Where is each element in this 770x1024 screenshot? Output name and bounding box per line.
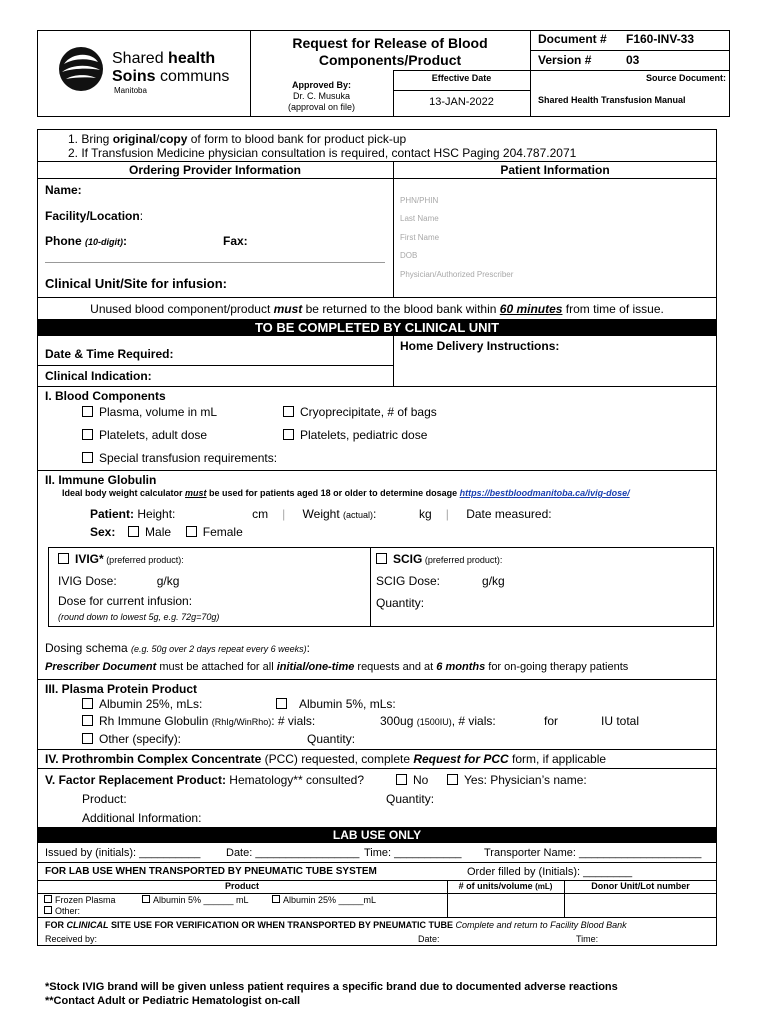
rule xyxy=(37,386,717,387)
platelets-adult-option[interactable]: Platelets, adult dose xyxy=(82,428,207,442)
rule xyxy=(37,161,717,162)
last-name-field[interactable]: Last Name xyxy=(400,214,439,223)
lab-other-checkbox[interactable] xyxy=(44,906,52,914)
special-checkbox[interactable] xyxy=(82,452,93,463)
clinical-indication-field[interactable]: Clinical Indication: xyxy=(45,369,152,383)
col-units-header: # of units/volume (mL) xyxy=(458,881,553,891)
phone-field[interactable]: Phone (10-digit): xyxy=(45,234,128,248)
prescriber-note: Prescriber Document must be attached for all initial/one-time requests and at 6 months for on-going therapy patients xyxy=(45,661,629,673)
scig-checkbox[interactable] xyxy=(376,553,387,564)
additional-info-field[interactable]: Additional Information: xyxy=(82,811,202,825)
product-field[interactable]: Product: xyxy=(82,792,127,806)
platelets-adult-checkbox[interactable] xyxy=(82,429,93,440)
rule xyxy=(37,470,717,471)
rule xyxy=(37,178,717,179)
received-date-field[interactable]: Date: xyxy=(418,934,440,944)
section3-title: III. Plasma Protein Product xyxy=(45,682,198,696)
logo-line3: Manitoba xyxy=(114,86,147,95)
patient-header: Patient Information xyxy=(500,163,610,177)
lab-time-field[interactable]: Time: ___________ xyxy=(364,847,462,859)
albumin5-option[interactable]: Albumin 5%, mLs: xyxy=(276,697,396,711)
clinical-unit-bar: TO BE COMPLETED BY CLINICAL UNIT xyxy=(37,319,717,336)
footnote-contact: **Contact Adult or Pediatric Hematologist on-call xyxy=(45,995,301,1007)
special-option[interactable]: Special transfusion requirements: xyxy=(82,451,277,465)
scig-option[interactable]: SCIG (preferred product): xyxy=(376,552,502,566)
lab-date-field[interactable]: Date: _________________ xyxy=(226,847,360,859)
hema-no-checkbox[interactable] xyxy=(396,774,407,785)
transporter-field[interactable]: Transporter Name: ____________________ xyxy=(484,847,702,859)
section2-title: II. Immune Globulin xyxy=(45,473,157,487)
rule xyxy=(37,893,717,894)
tube-title: FOR LAB USE WHEN TRANSPORTED BY PNEUMATIC TUBE SYSTEM xyxy=(45,866,377,877)
other-checkbox[interactable] xyxy=(82,733,93,744)
col-product-header: Product xyxy=(224,881,259,891)
doc-num-value: F160-INV-33 xyxy=(626,32,695,46)
platelets-ped-checkbox[interactable] xyxy=(283,429,294,440)
approved-by-note: (approval on file) xyxy=(287,102,356,112)
effective-value: 13-JAN-2022 xyxy=(429,96,494,108)
col-divider xyxy=(370,547,371,627)
version-label: Version # xyxy=(538,53,592,67)
approved-by-label: Approved By: xyxy=(291,80,351,90)
col-donor-header: Donor Unit/Lot number xyxy=(591,881,690,891)
albumin5-checkbox[interactable] xyxy=(276,698,287,709)
other-quantity-field[interactable]: Quantity: xyxy=(307,732,356,746)
logo xyxy=(58,46,238,96)
section4: IV. Prothrombin Complex Concentrate (PCC) requested, complete Request for PCC form, if applicable xyxy=(45,752,607,766)
instruction-2: 2. If Transfusion Medicine physician consultation is required, contact HSC Paging 204.787.2071 xyxy=(68,146,577,160)
phn-field[interactable]: PHN/PHIN xyxy=(400,196,439,205)
frozen-plasma-checkbox[interactable] xyxy=(44,895,52,903)
rule xyxy=(37,917,717,918)
rule xyxy=(45,262,385,263)
col-divider xyxy=(447,880,448,917)
rh-iu-total: IU total xyxy=(601,714,640,728)
lab-alb25-option[interactable]: Albumin 25% _____mL xyxy=(272,895,376,905)
section5-row: V. Factor Replacement Product: Hematology** consulted? xyxy=(45,773,365,787)
albumin25-checkbox[interactable] xyxy=(82,698,93,709)
dob-field[interactable]: DOB xyxy=(400,251,418,260)
albumin25-option[interactable]: Albumin 25%, mLs: xyxy=(82,697,202,711)
facility-field[interactable]: Facility/Location: xyxy=(45,209,144,223)
plasma-option[interactable]: Plasma, volume in mL xyxy=(82,405,217,419)
ordering-header: Ordering Provider Information xyxy=(128,163,302,177)
male-checkbox[interactable] xyxy=(128,526,139,537)
first-name-field[interactable]: First Name xyxy=(400,233,440,242)
plasma-checkbox[interactable] xyxy=(82,406,93,417)
rh-300-field[interactable]: 300ug (1500IU), # vials: xyxy=(380,714,496,728)
physician-field[interactable]: Physician/Authorized Prescriber xyxy=(400,270,514,279)
lab-other-option[interactable]: Other: xyxy=(44,906,80,916)
dosing-schema-field[interactable]: Dosing schema (e.g. 50g over 2 days repeat every 6 weeks): xyxy=(45,641,310,655)
logo-line2: Soins communs xyxy=(112,68,230,85)
name-field[interactable]: Name: xyxy=(45,183,82,197)
rh-for: for xyxy=(544,714,559,728)
header-divider-h3 xyxy=(393,90,530,91)
header-divider-h2 xyxy=(530,50,730,51)
section1-title: I. Blood Components xyxy=(45,389,166,403)
rule xyxy=(37,679,717,680)
cryo-option[interactable]: Cryoprecipitate, # of bags xyxy=(283,405,437,419)
clinical-unit-field[interactable]: Clinical Unit/Site for infusion: xyxy=(45,276,227,291)
sex-row: Sex: Male Female xyxy=(90,525,243,539)
issued-by-field[interactable]: Issued by (initials): __________ xyxy=(45,847,201,859)
frozen-plasma-option[interactable]: Frozen Plasma xyxy=(44,895,116,905)
form-title-line2: Components/Product xyxy=(318,52,462,68)
instruction-1: 1. Bring original/copy of form to blood bank for product pick-up xyxy=(68,132,407,146)
lab-use-bar: LAB USE ONLY xyxy=(37,827,717,843)
shared-health-logo-icon xyxy=(58,46,104,92)
logo-line1: Shared health xyxy=(112,50,216,67)
ideal-weight-note: Ideal body weight calculator must be used for patients aged 18 or older to determine dosage https://bestbloodmanitoba.ca/ivig-dose/ xyxy=(62,488,630,498)
platelets-ped-option[interactable]: Platelets, pediatric dose xyxy=(283,428,427,442)
factor-quantity-field[interactable]: Quantity: xyxy=(386,792,435,806)
rule xyxy=(37,862,717,863)
received-time-field[interactable]: Time: xyxy=(576,934,599,944)
rule xyxy=(37,365,393,366)
hema-yes-option[interactable]: Yes: Physician’s name: xyxy=(447,773,587,787)
scig-dose-field[interactable]: SCIG Dose: g/kg xyxy=(376,574,505,588)
date-time-required-field[interactable]: Date & Time Required: xyxy=(45,347,174,361)
lab-alb5-checkbox[interactable] xyxy=(142,895,150,903)
rule xyxy=(37,768,717,769)
lab-alb5-option[interactable]: Albumin 5% ______ mL xyxy=(142,895,249,905)
col-divider xyxy=(564,880,565,917)
patient-measures: Patient: Height: cm | Weight (actual): kg | Date measured: xyxy=(90,507,552,521)
rule xyxy=(37,749,717,750)
ivig-checkbox[interactable] xyxy=(58,553,69,564)
round-note: (round down to lowest 5g, e.g. 72g=70g) xyxy=(58,612,220,622)
col-divider xyxy=(393,336,394,386)
footnote-stock: *Stock IVIG brand will be given unless patient requires a specific brand due to documented adverse reactions xyxy=(45,981,618,993)
received-by-field[interactable]: Received by: xyxy=(45,934,98,944)
ivig-dose-link[interactable]: https://bestbloodmanitoba.ca/ivig-dose/ xyxy=(459,488,630,498)
clinical-site-note: FOR CLINICAL SITE USE FOR VERIFICATION OR WHEN TRANSPORTED BY PNEUMATIC TUBE Complete and return to Facility Blood Bank xyxy=(45,920,627,930)
effective-label: Effective Date xyxy=(431,73,492,83)
order-filled-field[interactable]: Order filled by (Initials): ________ xyxy=(467,866,633,878)
form-title-line1: Request for Release of Blood xyxy=(292,35,488,51)
rh-option[interactable]: Rh Immune Globulin (RhIg/WinRho): # vials: xyxy=(82,714,315,728)
version-value: 03 xyxy=(626,53,640,67)
cryo-checkbox[interactable] xyxy=(283,406,294,417)
female-checkbox[interactable] xyxy=(186,526,197,537)
dose-current-field[interactable]: Dose for current infusion: xyxy=(58,594,193,608)
return-notice: Unused blood component/product must be returned to the blood bank within 60 minutes from time of issue. xyxy=(90,302,664,316)
lab-alb25-checkbox[interactable] xyxy=(272,895,280,903)
source-value: Shared Health Transfusion Manual xyxy=(538,95,686,105)
hema-no-option[interactable]: No xyxy=(396,773,428,787)
scig-quantity-field[interactable]: Quantity: xyxy=(376,596,425,610)
fax-field[interactable]: Fax: xyxy=(223,234,248,248)
home-delivery-field[interactable]: Home Delivery Instructions: xyxy=(400,339,560,353)
other-option[interactable]: Other (specify): xyxy=(82,732,181,746)
rh-checkbox[interactable] xyxy=(82,715,93,726)
doc-num-label: Document # xyxy=(538,32,607,46)
rule xyxy=(37,297,717,298)
source-label: Source Document: xyxy=(645,73,726,83)
approved-by-name: Dr. C. Musuka xyxy=(292,91,350,101)
ivig-option[interactable]: IVIG* (preferred product): xyxy=(58,552,184,566)
ivig-dose-field[interactable]: IVIG Dose: g/kg xyxy=(58,574,180,588)
hema-yes-checkbox[interactable] xyxy=(447,774,458,785)
header-divider-h1 xyxy=(393,70,730,71)
col-divider xyxy=(393,161,394,297)
